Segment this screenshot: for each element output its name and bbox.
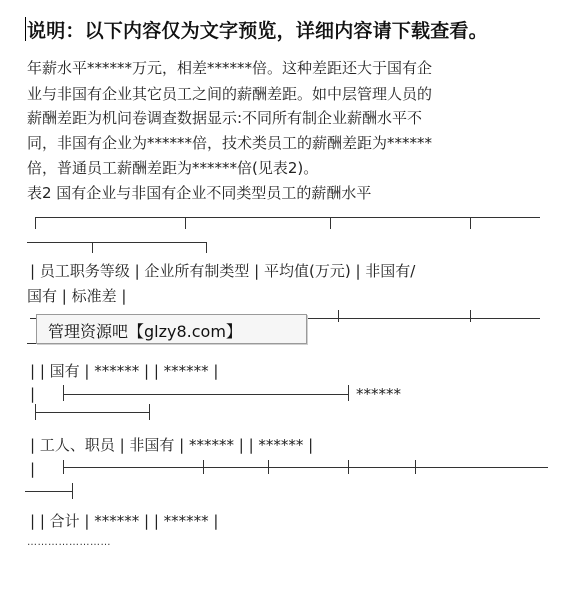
table-tick <box>72 483 73 499</box>
table-header-line: 国有 | 标准差 | <box>27 287 127 305</box>
paragraph-line: 年薪水平******万元，相差******倍。这种差距还大于国有企 <box>27 59 433 77</box>
table-tick <box>63 385 64 401</box>
table-trailing-stars: ****** <box>356 385 401 403</box>
preview-notice: 说明：以下内容仅为文字预览，详细内容请下载查看。 <box>27 20 488 42</box>
table-tick <box>348 460 349 474</box>
table-left-bar: | <box>30 460 36 478</box>
table-tick <box>35 217 36 229</box>
table-tick <box>63 460 64 474</box>
table-rule <box>27 242 207 243</box>
table-tick <box>35 404 36 420</box>
table-tick <box>203 460 204 474</box>
paragraph-line: 倍，普通员工薪酬差距为******倍(见表2)。 <box>27 159 319 177</box>
table-tick <box>149 404 150 420</box>
table-tick <box>338 310 339 322</box>
paragraph-line: 业与非国有企业其它员工之间的薪酬差距。如中层管理人员的 <box>27 85 433 103</box>
table-rule <box>35 217 540 218</box>
trailing-dots: …………………… <box>27 537 111 548</box>
table-rule <box>63 467 548 468</box>
table-tick <box>470 310 471 322</box>
table-tick <box>268 460 269 474</box>
table-tick <box>415 460 416 474</box>
site-watermark-text: 管理资源吧【glzy8.com】 <box>48 322 242 341</box>
table-rule <box>35 412 150 413</box>
table-row-state: | | 国有 | ****** | | ****** | <box>30 362 219 380</box>
table-row-total: | | 合计 | ****** | | ****** | <box>30 512 219 530</box>
table-tick <box>330 217 331 229</box>
table-caption: 表2 国有企业与非国有企业不同类型员工的薪酬水平 <box>27 184 372 202</box>
table-tick <box>470 217 471 229</box>
table-tick <box>206 242 207 253</box>
paragraph-line: 薪酬差距为机问卷调查数据显示:不同所有制企业薪酬水平不 <box>27 109 423 127</box>
paragraph-line: 同，非国有企业为******倍，技术类员工的薪酬差距为****** <box>27 134 433 152</box>
table-tick <box>185 217 186 229</box>
table-row-workers: | 工人、职员 | 非国有 | ****** | | ****** | <box>30 436 314 454</box>
table-rule <box>63 394 348 395</box>
table-left-bar: | <box>30 385 36 403</box>
text-cursor <box>25 17 26 41</box>
table-tick <box>348 385 349 401</box>
table-rule <box>25 491 72 492</box>
site-watermark-box <box>36 314 307 344</box>
table-header-line: | 员工职务等级 | 企业所有制类型 | 平均值(万元) | 非国有/ <box>30 262 416 280</box>
table-tick <box>92 242 93 253</box>
